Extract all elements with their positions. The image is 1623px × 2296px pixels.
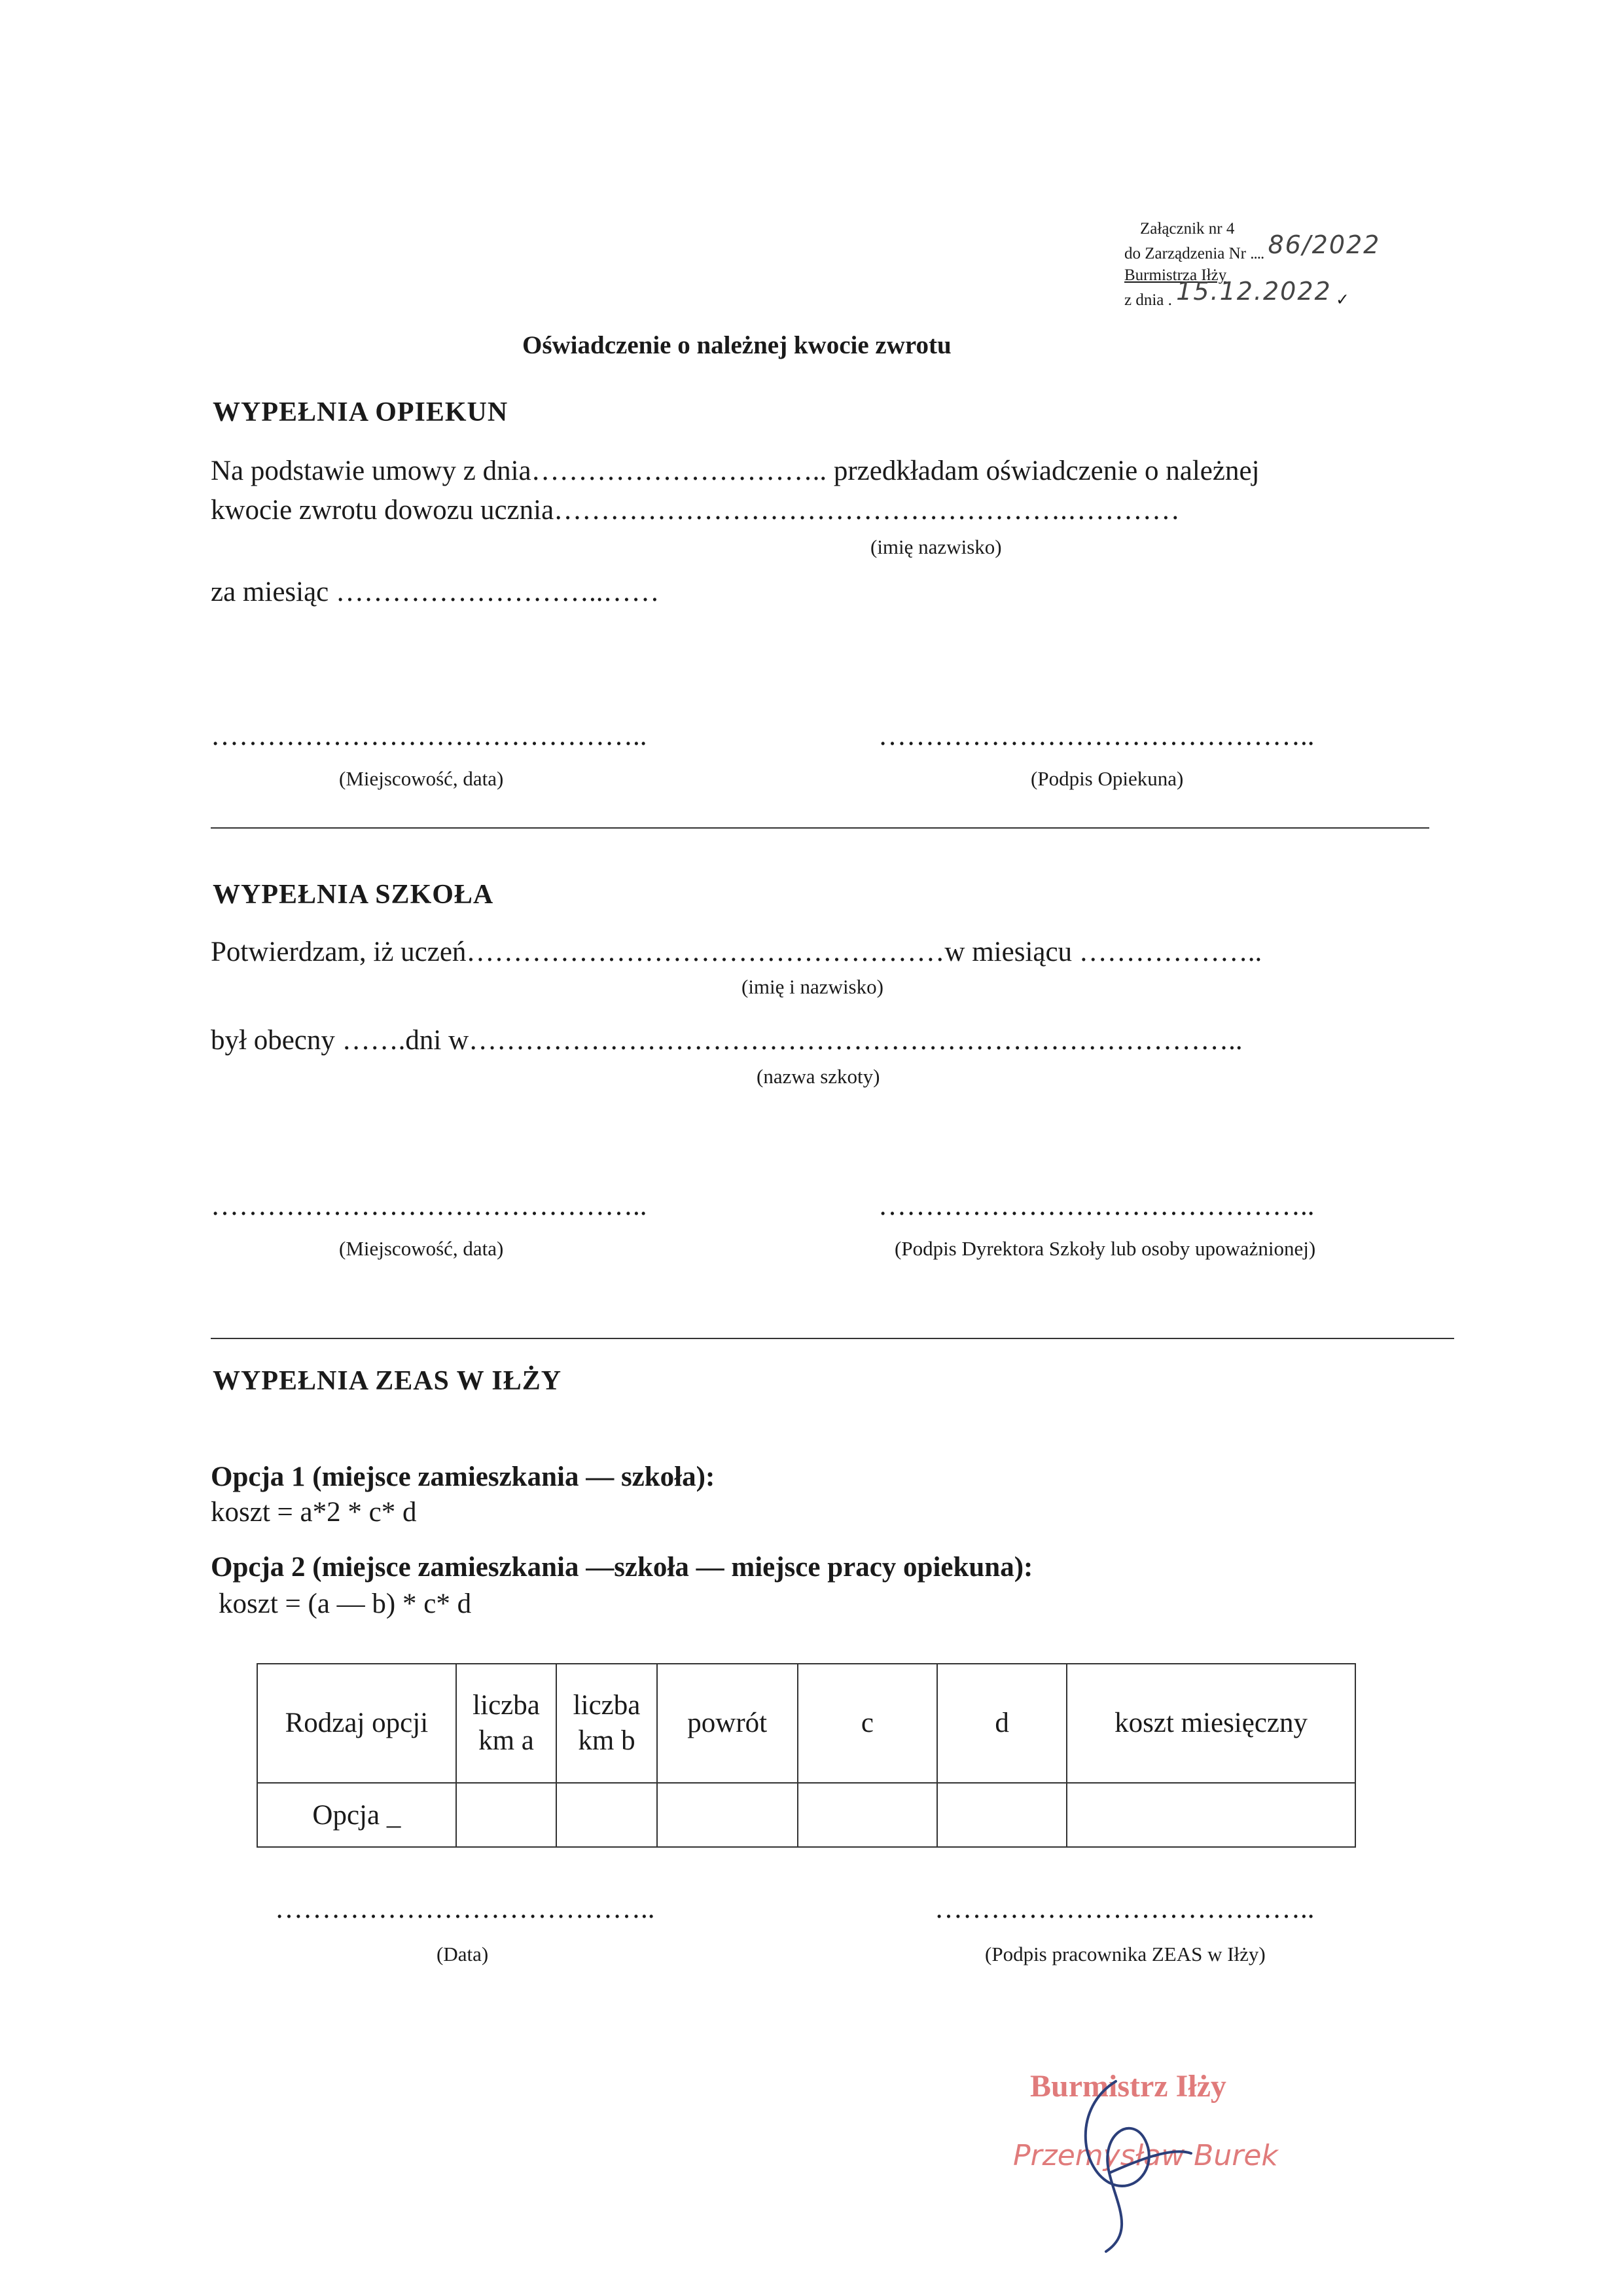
header-km-b: liczba km b <box>556 1664 657 1783</box>
date-caption-zeas: (Data) <box>437 1943 489 1965</box>
regulation-line: do Zarządzenia Nr .... 86/2022 <box>1124 230 1381 262</box>
month-line: za miesiąc ………………………..…… <box>211 577 660 607</box>
signature-caption-guardian: (Podpis Opiekuna) <box>1031 767 1184 790</box>
header-d: d <box>937 1664 1067 1783</box>
place-date-caption-school: (Miejscowość, data) <box>339 1237 504 1260</box>
divider-2 <box>211 1338 1454 1339</box>
signature-dots-zeas: ………………………………….. <box>935 1893 1315 1924</box>
student-confirmation-line: Potwierdzam, iż uczeń……………………………………………w miesiącu ……………….. <box>211 937 1262 967</box>
stamp-title: Burmistrz Iłży <box>1030 2069 1226 2104</box>
student-name-caption: (imię nazwisko) <box>870 535 1002 558</box>
cell-return[interactable] <box>657 1783 798 1847</box>
option1-title: Opcja 1 (miejsce zamieszkania — szkoła): <box>211 1462 715 1492</box>
header-km-a: liczba km a <box>456 1664 557 1783</box>
cost-table <box>257 1663 1356 1848</box>
header-c: c <box>798 1664 938 1783</box>
option1-formula: koszt = a*2 * c* d <box>211 1497 417 1528</box>
mayor-stamp <box>995 2068 1361 2265</box>
divider-1 <box>211 827 1429 829</box>
header-option-type: Rodzaj opcji <box>257 1664 456 1783</box>
cell-c[interactable] <box>798 1783 938 1847</box>
table-row <box>257 1783 1355 1847</box>
signature-dots-guardian: ……………………………………….. <box>878 721 1315 751</box>
handwritten-regulation-number: 86/2022 <box>1268 230 1381 259</box>
annex-number: Załącznik nr 4 <box>1140 220 1235 238</box>
place-date-dots-guardian: ……………………………………….. <box>211 721 647 751</box>
cell-monthly-cost[interactable] <box>1067 1783 1355 1847</box>
cell-km-a[interactable] <box>456 1783 557 1847</box>
contract-date-line: Na podstawie umowy z dnia………………………….. przedkładam oświadczenie o należnej <box>211 456 1260 486</box>
student-name-line: kwocie zwrotu dowozu ucznia……………………………………………….………… <box>211 495 1180 526</box>
option2-title: Opcja 2 (miejsce zamieszkania —szkoła — miejsce pracy opiekuna): <box>211 1552 1033 1583</box>
option2-formula: koszt = (a — b) * c* d <box>219 1588 472 1619</box>
mayor-line: Burmistrza Iłży <box>1124 266 1227 284</box>
student-name-caption-school: (imię i nazwisko) <box>741 975 883 998</box>
date-line: z dnia . 15.12.2022 ✓ <box>1124 277 1349 309</box>
document-title: Oświadczenie o należnej kwocie zwrotu <box>522 331 952 359</box>
signature-caption-zeas: (Podpis pracownika ZEAS w Iłży) <box>985 1943 1266 1965</box>
signature-caption-school: (Podpis Dyrektora Szkoły lub osoby upoważnionej) <box>895 1237 1316 1260</box>
annex-note <box>1124 218 1380 311</box>
section-heading-zeas: WYPEŁNIA ZEAS W IŁŻY <box>213 1366 562 1396</box>
row-option-label: Opcja _ <box>257 1783 456 1847</box>
cell-d[interactable] <box>937 1783 1067 1847</box>
cell-km-b[interactable] <box>556 1783 657 1847</box>
school-name-caption: (nazwa szkoty) <box>757 1065 880 1088</box>
signature-dots-school: ……………………………………….. <box>878 1191 1315 1221</box>
header-return: powrót <box>657 1664 798 1783</box>
attendance-line: był obecny …….dni w……………………………………………………………………….. <box>211 1025 1243 1056</box>
place-date-caption-guardian: (Miejscowość, data) <box>339 767 504 790</box>
header-monthly-cost: koszt miesięczny <box>1067 1664 1355 1783</box>
stamp-name: Przemysław Burek <box>1013 2139 1278 2172</box>
cost-table-header-row <box>257 1664 1355 1783</box>
handwritten-date: 15.12.2022 <box>1176 277 1332 306</box>
section-heading-school: WYPEŁNIA SZKOŁA <box>213 880 494 910</box>
date-dots-zeas: ………………………………….. <box>275 1893 655 1924</box>
place-date-dots-school: ……………………………………….. <box>211 1191 647 1221</box>
section-heading-guardian: WYPEŁNIA OPIEKUN <box>213 397 508 427</box>
handwritten-signature-icon <box>995 2068 1361 2265</box>
